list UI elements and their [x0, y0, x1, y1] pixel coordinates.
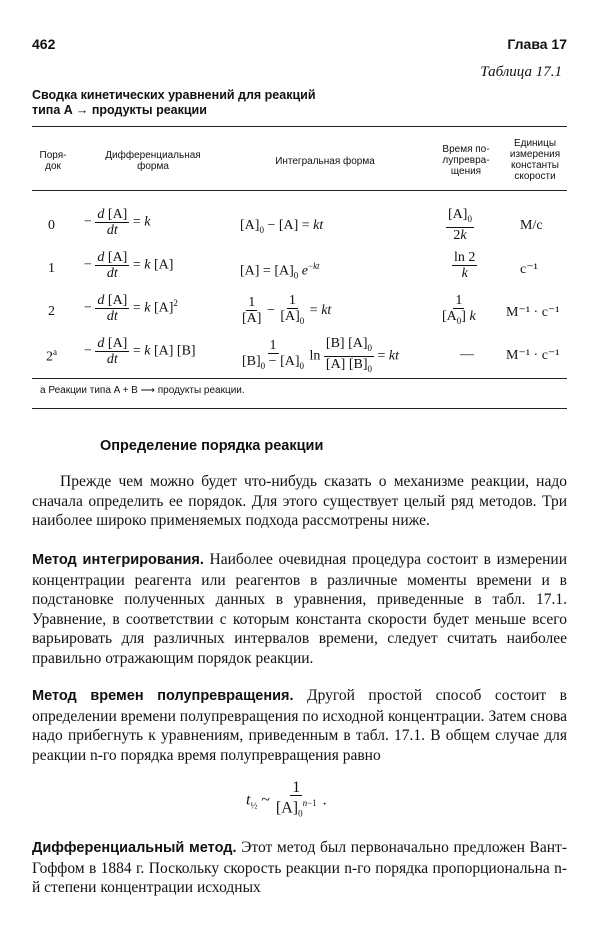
- row1-order: 1: [48, 261, 55, 276]
- row3-units: М⁻¹ · с⁻¹: [506, 348, 560, 363]
- row1-units: с⁻¹: [520, 262, 538, 277]
- row1-integral: $[A] = [A]_0$ $e^{-kt}$: [240, 261, 320, 281]
- row1-half-life: $\frac{\ln 2}{k}$: [454, 250, 476, 281]
- header-half-life: Время по- лупревра- щения: [442, 144, 490, 177]
- table-bottom-rule: [32, 408, 567, 409]
- paragraph-integration-method: Метод интегрирования. Наиболее очевидная процедура состоит в измерении концентрации реагента или реагентов в различные моменты времени и в подстановке полученных данных в уравнения, приведенные в табл. 17.1. Уравнение, в соответствии с которым константа скорости будет меньше всего варьировать для различных интервалов времени, следует считать наиболее правильно отражающим порядок реакции.: [32, 551, 568, 667]
- row2-half-life: $\frac{1}{[A_0] k}$: [442, 293, 476, 326]
- row2-integral: $\frac{1}{[A]}$ − $\frac{1}{[A]_0}$ = kt: [242, 293, 332, 327]
- row1-differential: − $\frac{d [A]}{dt}$ = k [A]: [84, 250, 174, 281]
- table-footnote-rule: [32, 378, 567, 379]
- chapter-title: Глава 17: [507, 36, 567, 52]
- row2-order: 2: [48, 304, 55, 319]
- row3-integral: $\frac{1}{[B]_0 - [A]_0}$ ln $\frac{[B] [A]_0}{[A] [B]_0}$ = kt: [242, 336, 400, 374]
- table-top-rule: [32, 126, 567, 127]
- header-units: Единицы измерения константы скорости: [509, 138, 561, 182]
- row0-order: 0: [48, 218, 55, 233]
- paragraph-intro: Прежде чем можно будет что-нибудь сказать о механизме реакции, надо сначала определить ее порядок. Для этого существует целый ряд методов. Три наиболее широко применяемых подхода рассмотрены ниже.: [32, 473, 567, 529]
- table-caption-line2: типа A → продукты реакции: [32, 103, 207, 117]
- half-life-formula: $t_{\frac{1}{2}}$ ~ $\frac{1}{[A]_0^{n-1}}$ .: [246, 779, 327, 819]
- table-label: Таблица 17.1: [480, 64, 562, 80]
- table-caption: [32, 88, 316, 118]
- header-order: Поря- док: [39, 150, 67, 172]
- table-footnote: а Реакции типа A + B ⟶ продукты реакции.: [40, 385, 245, 396]
- row3-order: $2^а$: [46, 347, 57, 365]
- paragraph-differential-method: Дифференциальный метод. Этот метод был первоначально предложен Вант-Гоффом в 1884 г. Поскольку скорость реакции n-го порядка пропорциональна n-й степени концентрации исходных: [32, 839, 567, 896]
- row0-units: М/с: [520, 218, 543, 233]
- paragraph-half-life-method: Метод времен полупревращения. Другой простой способ состоит в определении времени полупревращения по исходной концентрации. Затем снова надо прибегнуть к уравнениям, приведенным в табл. 17.1. В общем случае для реакции n-го порядка время полупревращения равно: [32, 687, 567, 764]
- header-integral: Интегральная форма: [275, 156, 375, 167]
- differential-method-title: Дифференциальный метод.: [32, 840, 237, 856]
- row0-integral: $[A]_0 - [A]$ = kt: [240, 218, 324, 235]
- row2-differential: − $\frac{d [A]}{dt}$ = k $[A]^2$: [84, 293, 178, 324]
- row3-differential: − $\frac{d [A]}{dt}$ = k [A] [B]: [84, 336, 196, 367]
- integration-method-title: Метод интегрирования.: [32, 552, 204, 568]
- page-number: 462: [32, 36, 56, 52]
- table-header-rule: [32, 190, 567, 191]
- row2-units: М⁻¹ · с⁻¹: [506, 305, 560, 320]
- section-heading: Определение порядка реакции: [100, 438, 324, 454]
- row3-half-life: —: [460, 347, 474, 362]
- table-caption-line1: Сводка кинетических уравнений для реакций: [32, 88, 316, 102]
- half-life-method-title: Метод времен полупревращения.: [32, 688, 294, 704]
- row0-differential: − $\frac{d [A]}{dt}$ = k: [84, 207, 151, 238]
- row0-half-life: $\frac{[A]_0}{2k}$: [448, 207, 472, 243]
- header-differential: Дифференциальная форма: [105, 150, 201, 172]
